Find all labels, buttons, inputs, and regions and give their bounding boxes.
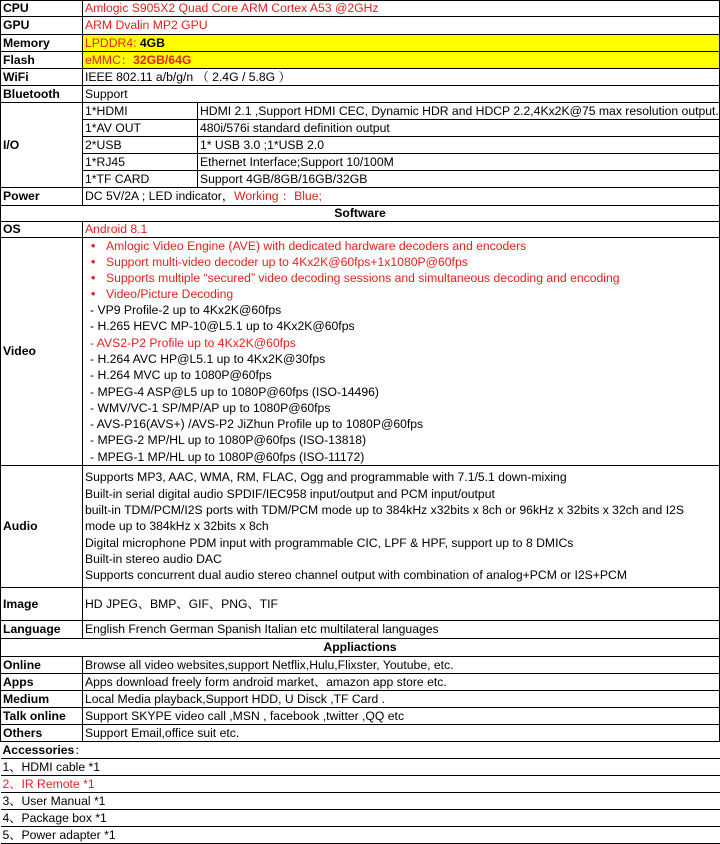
video-bullet: • Video/Picture Decoding xyxy=(106,286,717,302)
software-heading: Software xyxy=(1,206,720,222)
software-heading-row xyxy=(1,206,720,222)
accessory-row xyxy=(1,776,720,793)
memory-label: Memory xyxy=(1,35,83,52)
accessory-row xyxy=(1,759,720,776)
accessories-colon: ： xyxy=(74,742,87,757)
codec-line: - H.265 HEVC MP-10@L5.1 up to 4Kx2K@60fps xyxy=(90,319,355,334)
io-port: 1*RJ45 xyxy=(83,154,198,171)
wifi-label: WiFi xyxy=(1,69,83,86)
power-value-cell xyxy=(83,188,720,206)
io-desc: Ethernet Interface;Support 10/100M xyxy=(198,154,720,171)
power-working: Working ：Blue; xyxy=(234,189,322,203)
os-value: Android 8.1 xyxy=(83,222,720,238)
cpu-value: Amlogic S905X2 Quad Core ARM Cortex A53 @2GHz xyxy=(83,1,720,17)
accessory-item: 5、Power adapter *1 xyxy=(1,827,720,844)
power-value: DC 5V/2A ; LED indicator， xyxy=(85,189,235,203)
talk-online-row xyxy=(1,708,720,725)
gpu-label: GPU xyxy=(1,17,83,35)
medium-label: Medium xyxy=(1,691,83,708)
image-row xyxy=(1,588,720,621)
video-label: Video xyxy=(1,238,83,466)
io-desc: 480i/576i standard definition output xyxy=(198,120,720,137)
io-port: 1*HDMI xyxy=(83,103,198,120)
cpu-label: CPU xyxy=(1,1,83,17)
os-row xyxy=(1,222,720,238)
codec-line: - MPEG-4 ASP@L5 up to 1080P@60fps (ISO-14496) xyxy=(90,384,379,399)
online-label: Online xyxy=(1,657,83,674)
bluetooth-value: Support xyxy=(83,86,720,103)
memory-type: LPDDR4: xyxy=(85,35,140,50)
language-label: Language xyxy=(1,621,83,639)
audio-line: Built-in stereo audio DAC xyxy=(85,551,222,566)
power-row xyxy=(1,188,720,206)
flash-row xyxy=(1,52,720,69)
medium-value: Local Media playback,Support HDD, U Disck ,TF Card . xyxy=(83,691,720,708)
wifi-row xyxy=(1,69,720,86)
online-value: Browse all video websites,support Netflix,Hulu,Flixster, Youtube, etc. xyxy=(83,657,720,674)
io-port: 1*TF CARD xyxy=(83,171,198,188)
others-row xyxy=(1,725,720,742)
video-content xyxy=(83,238,720,466)
io-port: 1*AV OUT xyxy=(83,120,198,137)
codec-line: - VP9 Profile-2 up to 4Kx2K@60fps xyxy=(90,303,282,318)
video-row xyxy=(1,238,720,466)
flash-value-cell xyxy=(83,52,720,69)
accessory-row xyxy=(1,810,720,827)
power-label: Power xyxy=(1,188,83,206)
memory-size: 4GB xyxy=(139,35,165,50)
audio-row xyxy=(1,466,720,588)
memory-row xyxy=(1,35,720,52)
accessory-row xyxy=(1,827,720,844)
online-row xyxy=(1,657,720,674)
image-label: Image xyxy=(1,588,83,621)
codec-line: - H.264 MVC up to 1080P@60fps xyxy=(90,368,272,383)
audio-line: Built-in serial digital audio SPDIF/IEC958 input/output and PCM input/output xyxy=(85,486,495,501)
io-desc: 1* USB 3.0 ;1*USB 2.0 xyxy=(198,137,720,154)
accessories-heading-row xyxy=(1,742,720,759)
accessory-item: 2、IR Remote *1 xyxy=(1,776,720,793)
wifi-value: IEEE 802.11 a/b/g/n （ 2.4G / 5.8G ） xyxy=(83,69,720,86)
others-label: Others xyxy=(1,725,83,742)
cpu-row xyxy=(1,1,720,17)
talk-online-label: Talk online xyxy=(1,708,83,725)
audio-line: Supports MP3, AAC, WMA, RM, FLAC, Ogg and programmable with 7.1/5.1 down-mixing xyxy=(85,470,567,485)
codec-line: - MPEG-1 MP/HL up to 1080P@60fps (ISO-11172) xyxy=(90,449,365,464)
accessories-label: Accessories xyxy=(2,742,75,757)
codec-line: - MPEG-2 MP/HL up to 1080P@60fps (ISO-13818) xyxy=(90,433,367,448)
video-bullet: • Support multi-video decoder up to 4Kx2K@60fps+1x1080P@60fps xyxy=(106,254,717,270)
codec-line: - AVS-P16(AVS+) /AVS-P2 JiZhun Profile up to 1080P@60fps xyxy=(90,417,424,432)
applications-heading-row xyxy=(1,639,720,657)
accessory-row xyxy=(1,793,720,810)
audio-content xyxy=(83,466,720,588)
apps-label: Apps xyxy=(1,674,83,691)
audio-line: Supports concurrent dual audio stereo channel output with combination of analog+PCM or I2S+PCM xyxy=(85,568,627,583)
video-bullet-list xyxy=(85,238,717,302)
applications-heading: Appliactions xyxy=(1,639,720,657)
memory-value-cell xyxy=(83,35,720,52)
io-label: I/O xyxy=(1,103,83,188)
audio-line: built-in TDM/PCM/I2S ports with TDM/PCM mode up to 384kHz x32bits x 8ch or 96kHz x 32bits x 32ch and I2S xyxy=(85,503,685,518)
io-row xyxy=(1,120,720,137)
accessories-heading-cell xyxy=(1,742,720,759)
flash-label: Flash xyxy=(1,52,83,69)
codec-line: - AVS2-P2 Profile up to 4Kx2K@60fps xyxy=(90,335,296,350)
bluetooth-label: Bluetooth xyxy=(1,86,83,103)
codec-line: - WMV/VC-1 SP/MP/AP up to 1080P@60fps xyxy=(90,400,331,415)
io-row xyxy=(1,154,720,171)
flash-size: 32GB/64G xyxy=(133,52,192,67)
apps-value: Apps download freely form android market、amazon app store etc. xyxy=(83,674,720,691)
audio-label: Audio xyxy=(1,466,83,588)
io-port: 2*USB xyxy=(83,137,198,154)
image-value: HD JPEG、BMP、GIF、PNG、TIF xyxy=(83,588,720,621)
talk-online-value: Support SKYPE video call ,MSN , facebook ,twitter ,QQ etc xyxy=(83,708,720,725)
io-row xyxy=(1,103,720,120)
io-row xyxy=(1,137,720,154)
medium-row xyxy=(1,691,720,708)
audio-line: mode up to 384kHz x 32bits x 8ch xyxy=(85,519,269,534)
io-row xyxy=(1,171,720,188)
io-desc: Support 4GB/8GB/16GB/32GB xyxy=(198,171,720,188)
io-desc: HDMI 2.1 ,Support HDMI CEC, Dynamic HDR and HDCP 2.2,4Kx2K@75 max resolution output. xyxy=(198,103,720,120)
apps-row xyxy=(1,674,720,691)
gpu-row xyxy=(1,17,720,35)
audio-line: Digital microphone PDM input with programmable CIC, LPF & HPF, support up to 8 DMICs xyxy=(85,535,574,550)
language-row xyxy=(1,621,720,639)
os-label: OS xyxy=(1,222,83,238)
flash-type: eMMC： xyxy=(85,52,134,67)
bluetooth-row xyxy=(1,86,720,103)
others-value: Support Email,office suit etc. xyxy=(83,725,720,742)
gpu-value: ARM Dvalin MP2 GPU xyxy=(83,17,720,35)
video-bullet: • Supports multiple “secured” video decoding sessions and simultaneous decoding and encoding xyxy=(106,270,717,286)
video-bullet: • Amlogic Video Engine (AVE) with dedicated hardware decoders and encoders xyxy=(106,238,717,254)
codec-line: - H.264 AVC HP@L5.1 up to 4Kx2K@30fps xyxy=(90,351,326,366)
accessory-item: 3、User Manual *1 xyxy=(1,793,720,810)
language-value: English French German Spanish Italian etc multilateral languages xyxy=(83,621,720,639)
accessory-item: 1、HDMI cable *1 xyxy=(1,759,720,776)
accessory-item: 4、Package box *1 xyxy=(1,810,720,827)
